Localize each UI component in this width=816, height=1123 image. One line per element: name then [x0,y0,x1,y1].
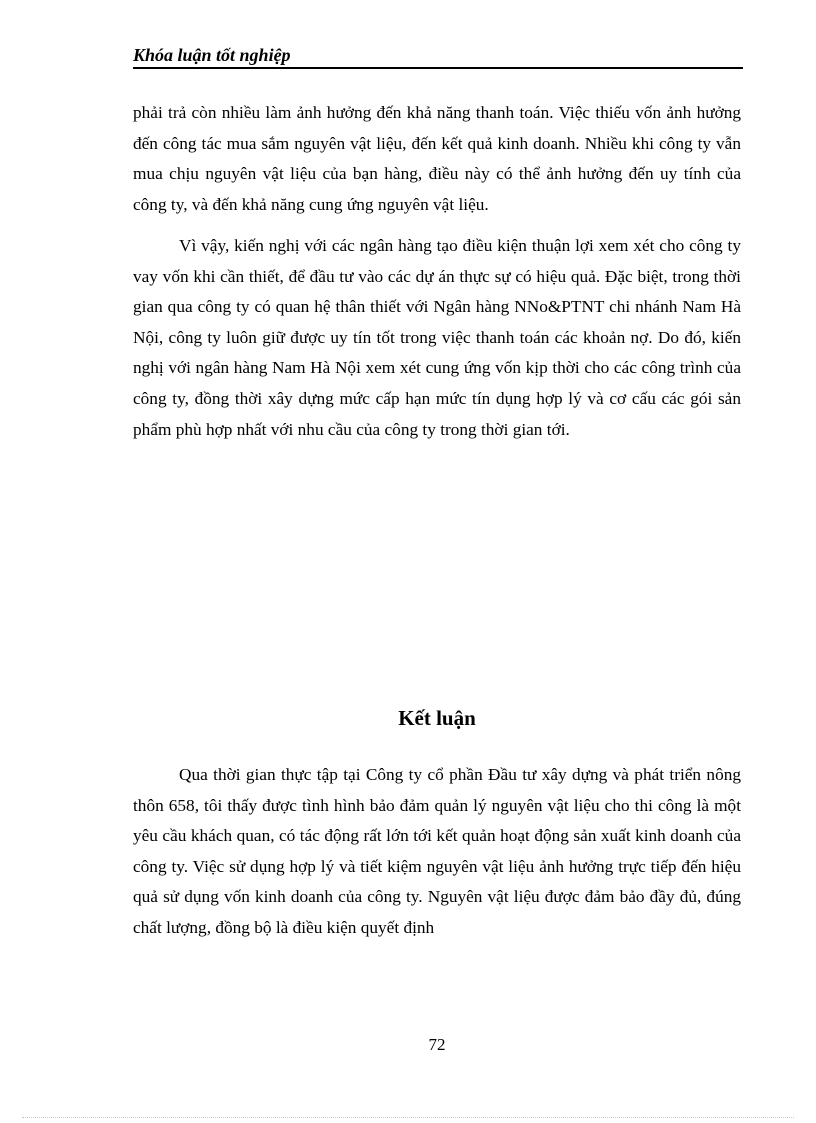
page-number: 72 [428,1035,446,1054]
body-paragraph-1: phải trả còn nhiều làm ảnh hưởng đến khả năng thanh toán. Việc thiếu vốn ảnh hưởng đến công tác mua sắm nguyên vật liệu, đến kết quả kinh doanh. Nhiều khi công ty vẫn mua chịu nguyên vật liệu của bạn hàng, điều này có thể ảnh hưởng đến uy tính của công ty, và đến khả năng cung ứng nguyên vật liệu. [133,103,741,214]
conclusion-heading: Kết luận [398,706,476,730]
body-paragraph-2: Vì vậy, kiến nghị với các ngân hàng tạo điều kiện thuận lợi xem xét cho công ty vay vốn khi cần thiết, để đầu tư vào các dự án thực sự có hiệu quả. Đặc biệt, trong thời gian qua công ty có quan hệ thân thiết với Ngân hàng NNo&PTNT chi nhánh Nam Hà Nội, công ty luôn giữ được uy tín tốt trong việc thanh toán các khoản nợ. Do đó, kiến nghị với ngân hàng Nam Hà Nội xem xét cung ứng vốn kịp thời cho các công trình của công ty, đồng thời xây dựng mức cấp hạn mức tín dụng hợp lý và cơ cấu các gói sản phẩm phù hợp nhất với nhu cầu của công ty trong thời gian tới. [133,236,741,439]
conclusion-paragraph: Qua thời gian thực tập tại Công ty cổ phần Đầu tư xây dựng và phát triển nông thôn 658, tôi thấy được tình hình bảo đảm quản lý nguyên vật liệu cho thi công là một yêu cầu khách quan, có tác động rất lớn tới kết quản hoạt động sản xuất kinh doanh của công ty. Việc sử dụng hợp lý và tiết kiệm nguyên vật liệu ảnh hưởng trực tiếp đến hiệu quả sử dụng vốn kinh doanh của công ty. Nguyên vật liệu được đảm bảo đầy đủ, đúng chất lượng, đồng bộ là điều kiện quyết định [133,765,741,937]
header-rule [133,67,743,69]
header-title: Khóa luận tốt nghiệp [133,45,291,65]
page-header [133,36,743,70]
page-bottom-edge [22,1117,794,1118]
